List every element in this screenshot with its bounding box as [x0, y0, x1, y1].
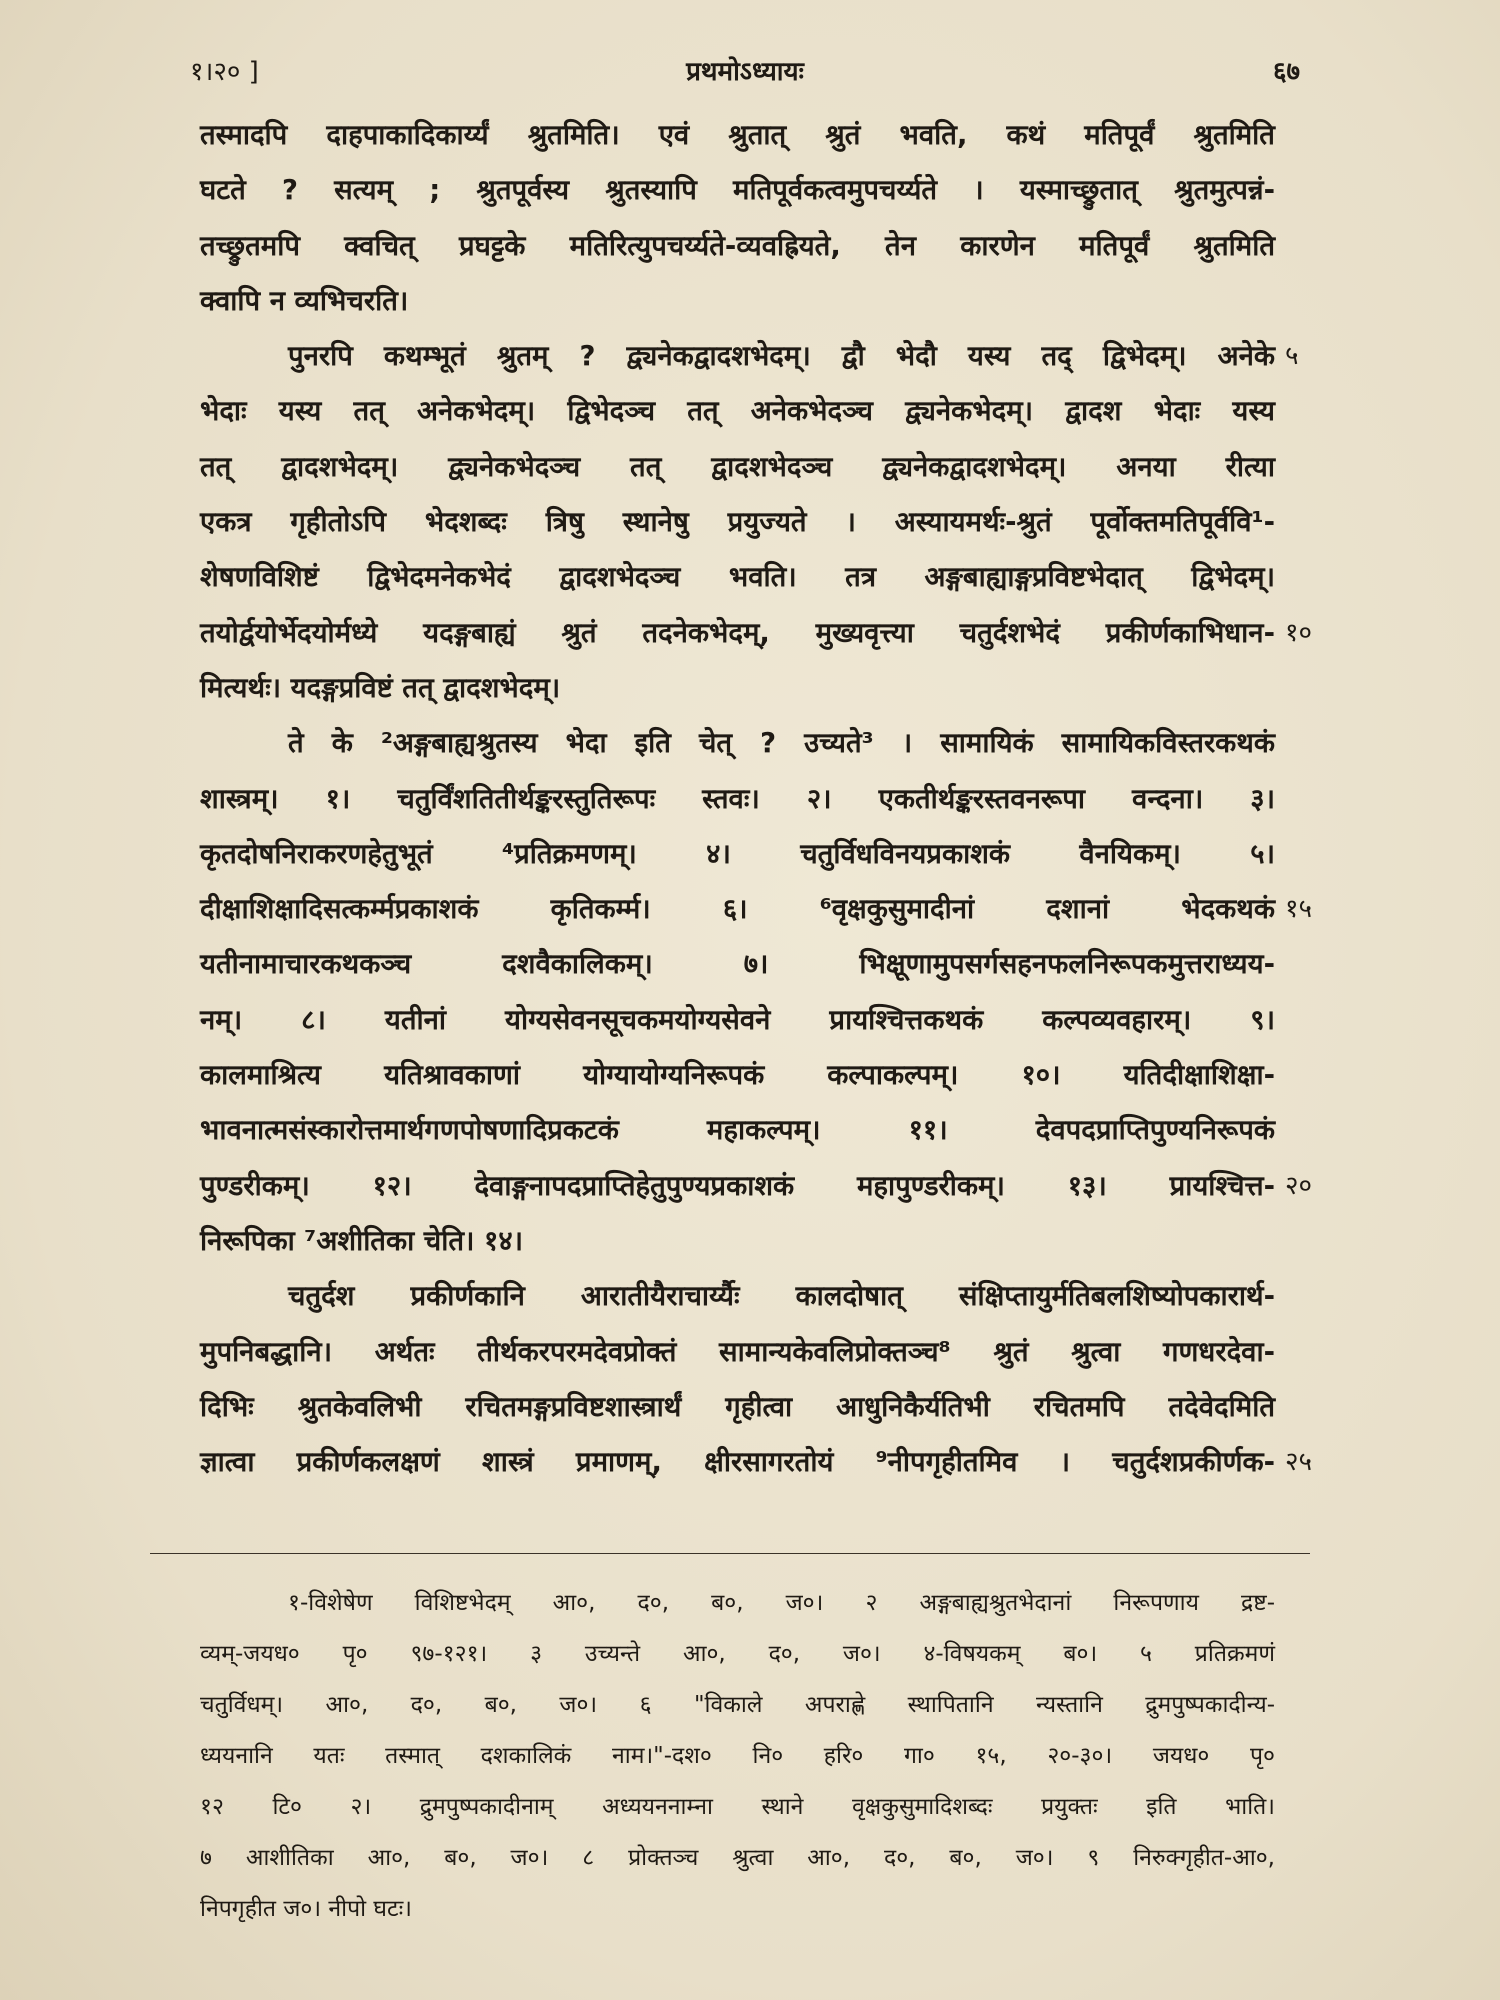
text-line	[200, 219, 1275, 274]
text-line	[200, 1269, 1275, 1324]
line-text: दिभिः श्रुतकेवलिभी रचितमङ्गप्रविष्टशास्त्रार्थं गृहीत्वा आधुनिकैर्यतिभी रचितमपि तदेवेदमिति	[200, 1390, 1275, 1423]
footnote-divider	[150, 1553, 1310, 1554]
text-line	[200, 163, 1275, 218]
line-text: भावनात्मसंस्कारोत्तमार्थगणपोषणादिप्रकटकं महाकल्पम्। ११। देवपदप्राप्तिपुण्यनिरूपकं	[200, 1114, 1275, 1147]
text-line	[200, 772, 1275, 827]
text-line	[200, 1435, 1313, 1490]
text-line	[200, 440, 1275, 495]
line-text: यतीनामाचारकथकञ्च दशवैकालिकम्। ७। भिक्षूणामुपसर्गसहनफलनिरूपकमुत्तराध्यय-	[200, 948, 1275, 981]
line-text: शास्त्रम्। १। चतुर्विंशतितीर्थङ्करस्तुतिरूपः स्तवः। २। एकतीर्थङ्करस्तवनरूपा वन्दना। ३।	[200, 782, 1275, 815]
line-text: घटते ? सत्यम् ; श्रुतपूर्वस्य श्रुतस्यापि मतिपूर्वकत्वमुपचर्य्यते । यस्माच्छ्रुतात् श्रुतमुत्पन्नं-	[200, 174, 1275, 207]
text-line	[200, 108, 1275, 163]
line-text: नम्। ८। यतीनां योग्यसेवनसूचकमयोग्यसेवने प्रायश्चित्तकथकं कल्पव्यवहारम्। ९।	[200, 1003, 1275, 1036]
line-text: एकत्र गृहीतोऽपि भेदशब्दः त्रिषु स्थानेषु प्रयुज्यते । अस्यायमर्थः-श्रुतं पूर्वोक्तमतिपूर्ववि¹-	[200, 506, 1275, 539]
main-text	[200, 108, 1313, 1490]
line-text: ज्ञात्वा प्रकीर्णकलक्षणं शास्त्रं प्रमाणम्, क्षीरसागरतोयं ⁹नीपगृहीतमिव । चतुर्दशप्रकीर्णक-	[200, 1446, 1275, 1479]
line-text: कालमाश्रित्य यतिश्रावकाणां योग्यायोग्यनिरूपकं कल्पाकल्पम्। १०। यतिदीक्षाशिक्षा-	[200, 1059, 1275, 1092]
line-text: तत् द्वादशभेदम्। द्व्यनेकभेदञ्च तत् द्वादशभेदञ्च द्व्यनेकद्वादशभेदम्। अनया रीत्या	[200, 450, 1275, 483]
footnotes	[200, 1578, 1275, 1935]
line-text: तच्छ्रुतमपि क्वचित् प्रघट्टके मतिरित्युपचर्य्यते-व्यवह्रियते, तेन कारणेन मतिपूर्वं श्रुतमिति	[200, 229, 1275, 262]
text-line	[200, 661, 1275, 716]
line-text: निरूपिका ⁷अशीतिका चेति। १४।	[200, 1224, 524, 1257]
text-line	[200, 1380, 1275, 1435]
text-line	[200, 993, 1275, 1048]
line-text: पुनरपि कथम्भूतं श्रुतम् ? द्व्यनेकद्वादशभेदम्। द्वौ भेदौ यस्य तद् द्विभेदम्। अनेके	[288, 340, 1275, 373]
line-text: ते के ²अङ्गबाह्यश्रुतस्य भेदा इति चेत् ? उच्यते³ । सामायिकं सामायिकविस्तरकथकं	[288, 727, 1275, 760]
line-number: ५	[1285, 341, 1299, 372]
line-text: शेषणविशिष्टं द्विभेदमनेकभेदं द्वादशभेदञ्च भवति। तत्र अङ्गबाह्याङ्गप्रविष्टभेदात् द्विभेदम्।	[200, 561, 1275, 594]
text-line	[200, 1103, 1275, 1158]
page-number: ६७	[1272, 57, 1300, 87]
line-number: १५	[1285, 894, 1313, 925]
text-line	[200, 1325, 1275, 1380]
text-line	[200, 384, 1275, 439]
footnote-line: व्यम्-जयध० पृ० ९७-१२१। ३ उच्यन्ते आ०, द०, ज०। ४-विषयकम् ब०। ५ प्रतिक्रमणं	[200, 1641, 1275, 1667]
text-line	[200, 606, 1313, 661]
line-number: २५	[1285, 1447, 1313, 1478]
footnote-line: ध्ययनानि यतः तस्मात् दशकालिकं नाम।"-दश० नि० हरि० गा० १५, २०-३०। जयध० पृ०	[200, 1743, 1275, 1769]
text-line	[200, 329, 1299, 384]
line-number: १०	[1285, 617, 1313, 648]
footnote-line: १२ टि० २। द्रुमपुष्पकादीनाम् अध्ययननाम्ना स्थाने वृक्षकुसुमादिशब्दः प्रयुक्तः इति भाति।	[200, 1794, 1275, 1820]
line-number: २०	[1285, 1170, 1313, 1201]
line-text: चतुर्दश प्रकीर्णकानि आरातीयैराचार्य्यैः कालदोषात् संक्षिप्तायुर्मतिबलशिष्योपकारार्थ-	[288, 1280, 1275, 1313]
text-line	[200, 274, 1275, 329]
text-line	[200, 495, 1275, 550]
text-line	[200, 1048, 1275, 1103]
line-text: तयोर्द्वयोर्भेदयोर्मध्ये यदङ्गबाह्यं श्रुतं तदनेकभेदम्, मुख्यवृत्त्या चतुर्दशभेदं प्रकीर्णकाभिधान-	[200, 616, 1275, 649]
text-line	[200, 937, 1275, 992]
footnote-line: १-विशेषेण विशिष्टभेदम् आ०, द०, ब०, ज०। २ अङ्गबाह्यश्रुतभेदानां निरूपणाय द्रष्ट-	[288, 1590, 1275, 1616]
line-text: तस्मादपि दाहपाकादिकार्य्यं श्रुतमिति। एवं श्रुतात् श्रुतं भवति, कथं मतिपूर्वं श्रुतमिति	[200, 119, 1275, 151]
line-text: कृतदोषनिराकरणहेतुभूतं ⁴प्रतिक्रमणम्। ४। चतुर्विधविनयप्रकाशकं वैनयिकम्। ५।	[200, 837, 1275, 870]
line-text: मुपनिबद्धानि। अर्थतः तीर्थकरपरमदेवप्रोक्तं सामान्यकेवलिप्रोक्तञ्च⁸ श्रुतं श्रुत्वा गणधरदेवा-	[200, 1335, 1275, 1368]
text-line	[200, 1159, 1313, 1214]
text-line	[200, 716, 1275, 771]
text-line	[200, 882, 1313, 937]
text-line	[200, 827, 1275, 882]
line-text: मित्यर्थः। यदङ्गप्रविष्टं तत् द्वादशभेदम्।	[200, 671, 561, 704]
line-text: पुण्डरीकम्। १२। देवाङ्गनापदप्राप्तिहेतुपुण्यप्रकाशकं महापुण्डरीकम्। १३। प्रायश्चित्त-	[200, 1169, 1275, 1202]
text-line	[200, 550, 1275, 605]
footnote-line: चतुर्विधम्। आ०, द०, ब०, ज०। ६ "विकाले अपराह्णे स्थापितानि न्यस्तानि द्रुमपुष्पकादीन्य-	[200, 1692, 1275, 1718]
footnote-line: ७ आशीतिका आ०, ब०, ज०। ८ प्रोक्तञ्च श्रुत्वा आ०, द०, ब०, ज०। ९ निरुक्गृहीत-आ०,	[200, 1845, 1275, 1871]
line-text: दीक्षाशिक्षादिसत्कर्म्मप्रकाशकं कृतिकर्म्म। ६। ⁶वृक्षकुसुमादीनां दशानां भेदकथकं	[200, 893, 1275, 926]
line-text: भेदाः यस्य तत् अनेकभेदम्। द्विभेदञ्च तत् अनेकभेदञ्च द्व्यनेकभेदम्। द्वादश भेदाः यस्य	[200, 395, 1275, 428]
page-header	[190, 44, 1300, 94]
line-text: क्वापि न व्यभिचरति।	[200, 284, 409, 317]
verse-reference: १।२० ]	[190, 57, 259, 87]
footnote-line: निपगृहीत ज०। नीपो घटः।	[200, 1896, 412, 1922]
chapter-title: प्रथमोऽध्यायः	[686, 57, 804, 87]
text-line	[200, 1214, 1275, 1269]
